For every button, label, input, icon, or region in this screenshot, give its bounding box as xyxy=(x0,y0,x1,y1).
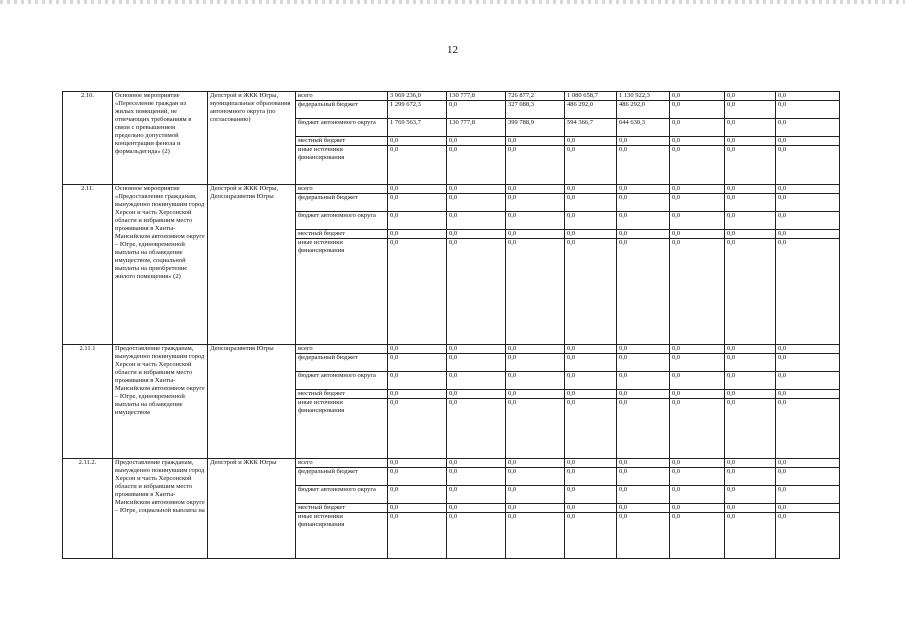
funding-value: 0,0 xyxy=(617,212,670,230)
funding-value: 0,0 xyxy=(776,459,840,468)
funding-value: 0,0 xyxy=(670,399,725,459)
funding-value: 0,0 xyxy=(506,390,565,399)
funding-value: 0,0 xyxy=(565,372,617,390)
funding-value: 0,0 xyxy=(447,504,506,513)
funding-value: 0,0 xyxy=(617,185,670,194)
funding-value: 0,0 xyxy=(670,390,725,399)
funding-value: 0,0 xyxy=(506,504,565,513)
funding-value: 0,0 xyxy=(725,194,776,212)
funding-value: 0,0 xyxy=(506,146,565,185)
funding-value: 0,0 xyxy=(670,101,725,119)
funding-source: местный бюджет xyxy=(296,230,388,239)
funding-value: 0,0 xyxy=(506,230,565,239)
scan-edge-line xyxy=(0,0,905,4)
funding-value: 0,0 xyxy=(506,372,565,390)
funding-value: 0,0 xyxy=(617,399,670,459)
funding-value: 0,0 xyxy=(447,101,506,119)
funding-value: 0,0 xyxy=(447,230,506,239)
funding-source: федеральный бюджет xyxy=(296,468,388,486)
funding-source: бюджет автономного округа xyxy=(296,372,388,390)
funding-value: 0,0 xyxy=(447,194,506,212)
funding-value: 0,0 xyxy=(725,345,776,354)
funding-value: 0,0 xyxy=(725,230,776,239)
funding-source: иные источники финансирования xyxy=(296,239,388,345)
funding-value: 0,0 xyxy=(725,372,776,390)
funding-value: 0,0 xyxy=(447,513,506,559)
funding-value: 0,0 xyxy=(776,399,840,459)
funding-value: 0,0 xyxy=(670,354,725,372)
funding-source: федеральный бюджет xyxy=(296,101,388,119)
funding-value: 0,0 xyxy=(725,468,776,486)
funding-source: местный бюджет xyxy=(296,504,388,513)
responsible-executor: Депстрой и ЖКК Югры, муниципальные образования автономного округа (по согласованию) xyxy=(208,92,296,185)
funding-value: 0,0 xyxy=(447,399,506,459)
measure-code: 2.10. xyxy=(63,92,113,185)
funding-value: 0,0 xyxy=(725,504,776,513)
funding-value: 0,0 xyxy=(388,146,447,185)
funding-value: 0,0 xyxy=(388,137,447,146)
funding-value: 0,0 xyxy=(670,486,725,504)
funding-value: 0,0 xyxy=(565,459,617,468)
funding-value: 486 292,0 xyxy=(617,101,670,119)
funding-value: 0,0 xyxy=(776,345,840,354)
funding-value: 0,0 xyxy=(776,390,840,399)
funding-value: 0,0 xyxy=(776,146,840,185)
funding-value: 0,0 xyxy=(617,390,670,399)
funding-value: 0,0 xyxy=(725,390,776,399)
responsible-executor: Депстрой и ЖКК Югры, Депсоцразвития Югры xyxy=(208,185,296,345)
funding-source: всего xyxy=(296,345,388,354)
funding-value: 0,0 xyxy=(447,459,506,468)
funding-value: 0,0 xyxy=(670,513,725,559)
funding-value: 0,0 xyxy=(617,486,670,504)
table-body xyxy=(63,92,840,559)
funding-source: местный бюджет xyxy=(296,390,388,399)
funding-value: 0,0 xyxy=(388,486,447,504)
funding-value: 0,0 xyxy=(388,468,447,486)
funding-source: бюджет автономного округа xyxy=(296,486,388,504)
funding-value: 0,0 xyxy=(617,354,670,372)
funding-value: 0,0 xyxy=(670,185,725,194)
funding-value: 0,0 xyxy=(447,345,506,354)
funding-value: 0,0 xyxy=(565,486,617,504)
funding-value: 0,0 xyxy=(670,146,725,185)
funding-value: 0,0 xyxy=(388,399,447,459)
funding-value: 0,0 xyxy=(670,230,725,239)
funding-value: 0,0 xyxy=(506,194,565,212)
funding-value: 0,0 xyxy=(388,390,447,399)
funding-value: 0,0 xyxy=(670,468,725,486)
funding-value: 0,0 xyxy=(776,194,840,212)
funding-source: местный бюджет xyxy=(296,137,388,146)
measure-code: 2.11.1 xyxy=(63,345,113,459)
table-row xyxy=(63,459,840,468)
funding-value: 0,0 xyxy=(388,239,447,345)
funding-value: 0,0 xyxy=(506,185,565,194)
funding-value: 0,0 xyxy=(388,513,447,559)
funding-source: всего xyxy=(296,92,388,101)
funding-value: 0,0 xyxy=(565,185,617,194)
funding-value: 0,0 xyxy=(725,354,776,372)
funding-value: 0,0 xyxy=(388,354,447,372)
funding-source: иные источники финансирования xyxy=(296,399,388,459)
funding-value: 0,0 xyxy=(725,119,776,137)
funding-value: 0,0 xyxy=(506,212,565,230)
funding-value: 0,0 xyxy=(388,212,447,230)
funding-value: 0,0 xyxy=(506,459,565,468)
funding-value: 0,0 xyxy=(388,230,447,239)
funding-value: 0,0 xyxy=(725,185,776,194)
funding-value: 0,0 xyxy=(617,468,670,486)
funding-value: 0,0 xyxy=(506,345,565,354)
funding-value: 130 777,8 xyxy=(447,119,506,137)
funding-value: 0,0 xyxy=(617,194,670,212)
funding-value: 594 366,7 xyxy=(565,119,617,137)
measure-name: Предоставление гражданам, вынужденно покинувшим город Херсон и часть Херсонской области и избравшим место проживания в Ханты-Мансийском автономном округе – Югре, единовременной выплаты на обзаведение имуществом xyxy=(113,345,208,459)
funding-value: 327 088,3 xyxy=(506,101,565,119)
funding-value: 0,0 xyxy=(388,459,447,468)
funding-value: 0,0 xyxy=(447,239,506,345)
funding-value: 0,0 xyxy=(725,212,776,230)
funding-value: 0,0 xyxy=(388,194,447,212)
funding-source: федеральный бюджет xyxy=(296,194,388,212)
funding-value: 0,0 xyxy=(506,486,565,504)
funding-value: 0,0 xyxy=(447,468,506,486)
funding-value: 0,0 xyxy=(725,459,776,468)
funding-value: 0,0 xyxy=(565,513,617,559)
funding-value: 399 788,9 xyxy=(506,119,565,137)
funding-value: 0,0 xyxy=(776,372,840,390)
funding-value: 0,0 xyxy=(565,468,617,486)
funding-value: 0,0 xyxy=(725,399,776,459)
table-row xyxy=(63,345,840,354)
funding-value: 486 292,0 xyxy=(565,101,617,119)
funding-value: 0,0 xyxy=(725,137,776,146)
funding-value: 0,0 xyxy=(617,372,670,390)
funding-value: 0,0 xyxy=(388,345,447,354)
funding-value: 130 777,8 xyxy=(447,92,506,101)
funding-value: 0,0 xyxy=(617,345,670,354)
funding-value: 0,0 xyxy=(670,92,725,101)
funding-source: федеральный бюджет xyxy=(296,354,388,372)
funding-value: 0,0 xyxy=(565,137,617,146)
funding-value: 0,0 xyxy=(447,372,506,390)
funding-value: 0,0 xyxy=(388,504,447,513)
funding-value: 0,0 xyxy=(565,239,617,345)
funding-value: 0,0 xyxy=(725,101,776,119)
funding-value: 0,0 xyxy=(447,390,506,399)
funding-value: 3 069 236,0 xyxy=(388,92,447,101)
funding-value: 0,0 xyxy=(776,185,840,194)
funding-value: 0,0 xyxy=(388,185,447,194)
funding-source: всего xyxy=(296,185,388,194)
measure-code: 2.11. xyxy=(63,185,113,345)
funding-source: бюджет автономного округа xyxy=(296,119,388,137)
funding-value: 1 769 563,7 xyxy=(388,119,447,137)
responsible-executor: Депсоцразвития Югры xyxy=(208,345,296,459)
funding-value: 0,0 xyxy=(670,345,725,354)
table-row xyxy=(63,185,840,194)
funding-value: 0,0 xyxy=(776,354,840,372)
funding-value: 0,0 xyxy=(447,137,506,146)
funding-value: 0,0 xyxy=(725,146,776,185)
funding-value: 0,0 xyxy=(565,230,617,239)
funding-value: 644 630,3 xyxy=(617,119,670,137)
measure-name: Основное мероприятие «Переселение граждан из жилых помещений, не отвечающих требованиям в связи с превышением предельно допустимой концентрации фенола и формальдегида» (2) xyxy=(113,92,208,185)
measure-name: Основное мероприятие «Предоставление гражданам, вынужденно покинувшим город Херсон и часть Херсонской области и избравшим место проживания в Ханты-Мансийском автономном округе – Югре, единовременной выплаты на обзаведение имуществом, социальной выплаты на приобретение жилого помещения» (2) xyxy=(113,185,208,345)
funding-value: 0,0 xyxy=(506,137,565,146)
funding-value: 0,0 xyxy=(617,137,670,146)
responsible-executor: Депстрой и ЖКК Югры xyxy=(208,459,296,559)
funding-value: 0,0 xyxy=(776,504,840,513)
funding-value: 0,0 xyxy=(447,146,506,185)
program-table xyxy=(62,91,840,559)
funding-value: 0,0 xyxy=(776,101,840,119)
table-row xyxy=(63,92,840,101)
funding-value: 1 130 922,3 xyxy=(617,92,670,101)
funding-value: 0,0 xyxy=(617,239,670,345)
funding-value: 0,0 xyxy=(776,239,840,345)
funding-value: 0,0 xyxy=(447,212,506,230)
funding-value: 0,0 xyxy=(670,459,725,468)
funding-value: 0,0 xyxy=(776,119,840,137)
funding-source: бюджет автономного округа xyxy=(296,212,388,230)
funding-value: 0,0 xyxy=(776,230,840,239)
funding-value: 0,0 xyxy=(565,390,617,399)
funding-value: 0,0 xyxy=(565,194,617,212)
funding-value: 0,0 xyxy=(388,372,447,390)
funding-value: 0,0 xyxy=(776,92,840,101)
funding-value: 0,0 xyxy=(725,513,776,559)
funding-value: 1 080 658,7 xyxy=(565,92,617,101)
funding-value: 0,0 xyxy=(725,92,776,101)
funding-source: иные источники финансирования xyxy=(296,146,388,185)
page-number: 12 xyxy=(447,44,458,56)
funding-value: 0,0 xyxy=(776,212,840,230)
funding-value: 0,0 xyxy=(506,468,565,486)
funding-value: 0,0 xyxy=(670,372,725,390)
funding-value: 0,0 xyxy=(776,486,840,504)
funding-value: 0,0 xyxy=(725,239,776,345)
funding-value: 0,0 xyxy=(447,354,506,372)
funding-value: 0,0 xyxy=(776,137,840,146)
funding-value: 0,0 xyxy=(617,459,670,468)
funding-value: 0,0 xyxy=(670,194,725,212)
funding-value: 0,0 xyxy=(565,504,617,513)
funding-source: иные источники финансирования xyxy=(296,513,388,559)
funding-value: 0,0 xyxy=(506,354,565,372)
funding-value: 0,0 xyxy=(776,513,840,559)
funding-value: 0,0 xyxy=(670,212,725,230)
funding-value: 0,0 xyxy=(617,513,670,559)
funding-value: 1 299 672,3 xyxy=(388,101,447,119)
funding-value: 0,0 xyxy=(506,399,565,459)
funding-value: 726 877,2 xyxy=(506,92,565,101)
funding-value: 0,0 xyxy=(617,146,670,185)
funding-source: всего xyxy=(296,459,388,468)
funding-value: 0,0 xyxy=(565,399,617,459)
funding-value: 0,0 xyxy=(776,468,840,486)
measure-code: 2.11.2. xyxy=(63,459,113,559)
funding-value: 0,0 xyxy=(506,513,565,559)
funding-value: 0,0 xyxy=(565,212,617,230)
funding-value: 0,0 xyxy=(617,230,670,239)
funding-value: 0,0 xyxy=(506,239,565,345)
funding-value: 0,0 xyxy=(670,239,725,345)
funding-value: 0,0 xyxy=(617,504,670,513)
funding-value: 0,0 xyxy=(565,345,617,354)
funding-value: 0,0 xyxy=(565,354,617,372)
funding-value: 0,0 xyxy=(447,486,506,504)
funding-value: 0,0 xyxy=(447,185,506,194)
funding-value: 0,0 xyxy=(565,146,617,185)
funding-value: 0,0 xyxy=(670,137,725,146)
funding-value: 0,0 xyxy=(670,119,725,137)
funding-value: 0,0 xyxy=(725,486,776,504)
measure-name: Предоставление гражданам, вынужденно покинувшим город Херсон и часть Херсонской области и избравшим место проживания в Ханты-Мансийском автономном округе – Югре, социальной выплаты на xyxy=(113,459,208,559)
funding-value: 0,0 xyxy=(670,504,725,513)
